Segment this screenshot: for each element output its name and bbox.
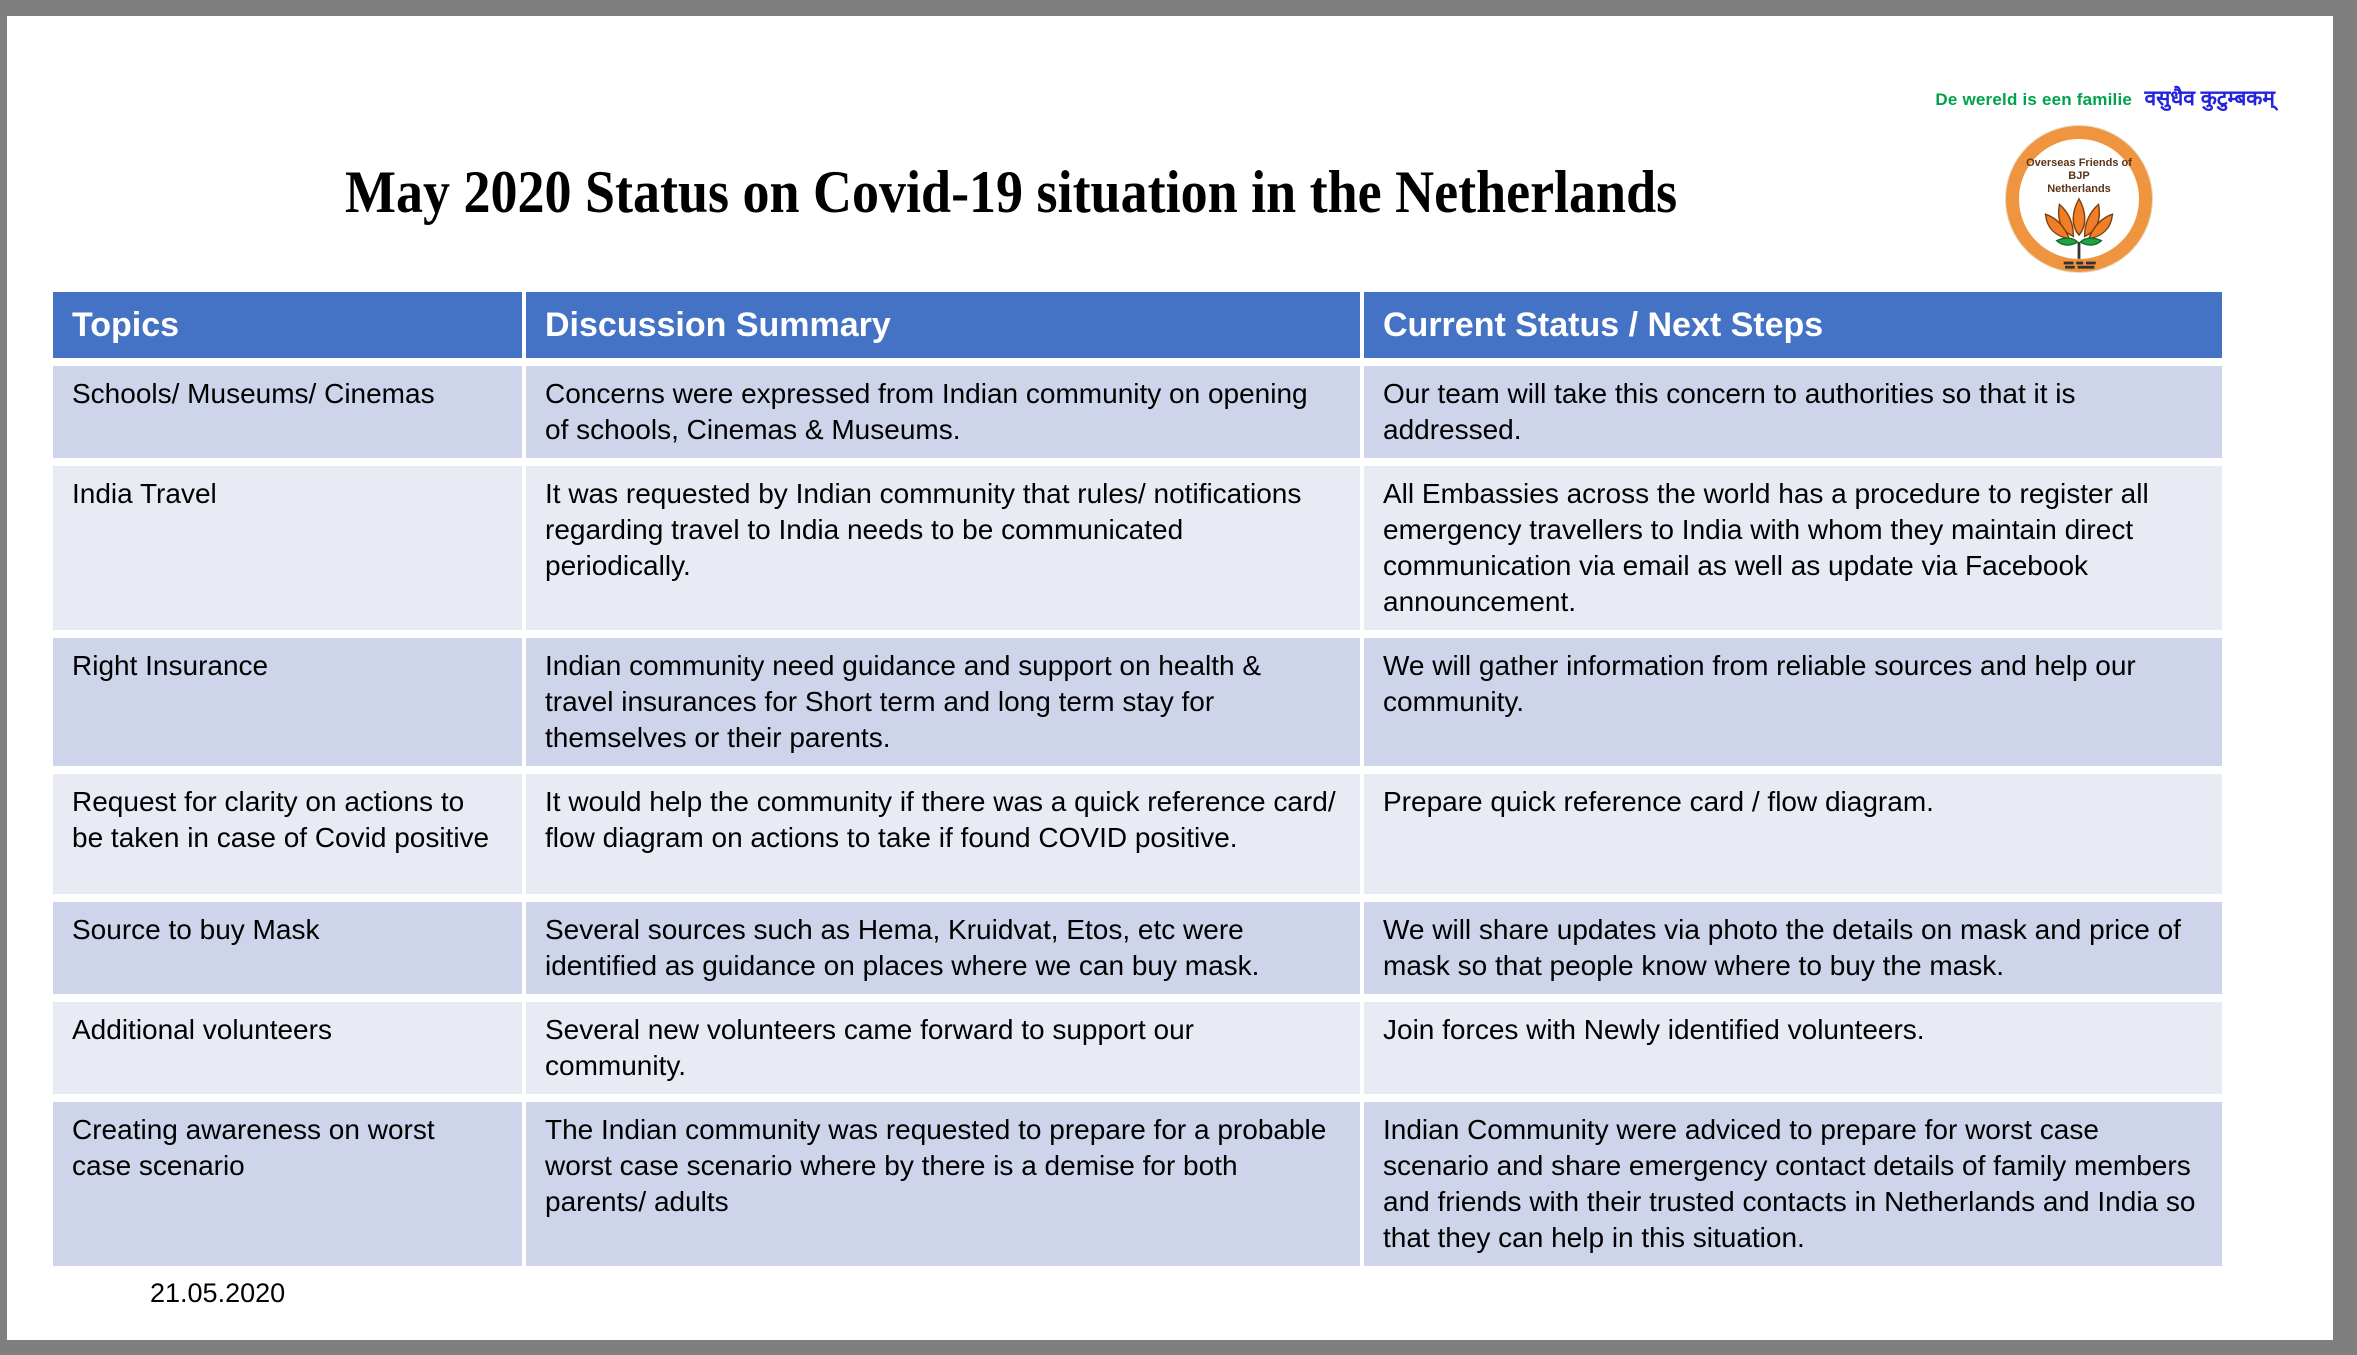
table-cell-status: We will share updates via photo the details on mask and price of mask so that people know where to buy the mask. [1364, 902, 2222, 994]
lotus-icon [2037, 196, 2121, 270]
column-header-discussion-summary: Discussion Summary [526, 292, 1360, 358]
table-cell-summary: The Indian community was requested to prepare for a probable worst case scenario where by there is a demise for both parents/ adults [526, 1102, 1360, 1266]
table-cell-summary: Concerns were expressed from Indian community on opening of schools, Cinemas & Museums. [526, 366, 1360, 458]
status-table [53, 292, 2222, 1266]
table-cell-status: Prepare quick reference card / flow diagram. [1364, 774, 2222, 894]
table-cell-topic: Source to buy Mask [53, 902, 522, 994]
motto-line [1935, 84, 2275, 112]
table-cell-summary: It was requested by Indian community that rules/ notifications regarding travel to India needs to be communicated periodically. [526, 466, 1360, 630]
table-cell-status: Join forces with Newly identified volunteers. [1364, 1002, 2222, 1094]
column-header-topics: Topics [53, 292, 522, 358]
table-cell-topic: India Travel [53, 466, 522, 630]
logo-caption [2019, 157, 2139, 196]
slide-date: 21.05.2020 [150, 1278, 286, 1308]
table-cell-status: We will gather information from reliable sources and help our community. [1364, 638, 2222, 766]
table-cell-topic: Request for clarity on actions to be taken in case of Covid positive [53, 774, 522, 894]
table-cell-topic: Creating awareness on worst case scenario [53, 1102, 522, 1266]
ofbjp-logo [2006, 126, 2152, 272]
table-cell-status: Our team will take this concern to authorities so that it is addressed. [1364, 366, 2222, 458]
table-cell-summary: It would help the community if there was a quick reference card/ flow diagram on actions to take if found COVID positive. [526, 774, 1360, 894]
motto-dutch: De wereld is een familie [1935, 90, 2133, 109]
table-cell-summary: Indian community need guidance and support on health & travel insurances for Short term and long term stay for themselves or their parents. [526, 638, 1360, 766]
logo-caption-line2: Netherlands [2047, 183, 2111, 195]
motto-sanskrit: वसुधैव कुटुम्बकम् [2144, 87, 2275, 110]
logo-caption-line1: Overseas Friends of BJP [2026, 157, 2132, 182]
table-cell-summary: Several sources such as Hema, Kruidvat, Etos, etc were identified as guidance on places where we can buy mask. [526, 902, 1360, 994]
slide [7, 16, 2333, 1340]
table-cell-topic: Additional volunteers [53, 1002, 522, 1094]
column-header-current-status: Current Status / Next Steps [1364, 292, 2222, 358]
table-cell-topic: Right Insurance [53, 638, 522, 766]
table-cell-summary: Several new volunteers came forward to support our community. [526, 1002, 1360, 1094]
table-cell-status: All Embassies across the world has a procedure to register all emergency travellers to India with whom they maintain direct communication via email as well as update via Facebook announcement. [1364, 466, 2222, 630]
page-title: May 2020 Status on Covid-19 situation in the Netherlands [345, 159, 1678, 225]
table-cell-status: Indian Community were adviced to prepare for worst case scenario and share emergency contact details of family members and friends with their trusted contacts in Netherlands and India so that they can help in this situation. [1364, 1102, 2222, 1266]
table-cell-topic: Schools/ Museums/ Cinemas [53, 366, 522, 458]
